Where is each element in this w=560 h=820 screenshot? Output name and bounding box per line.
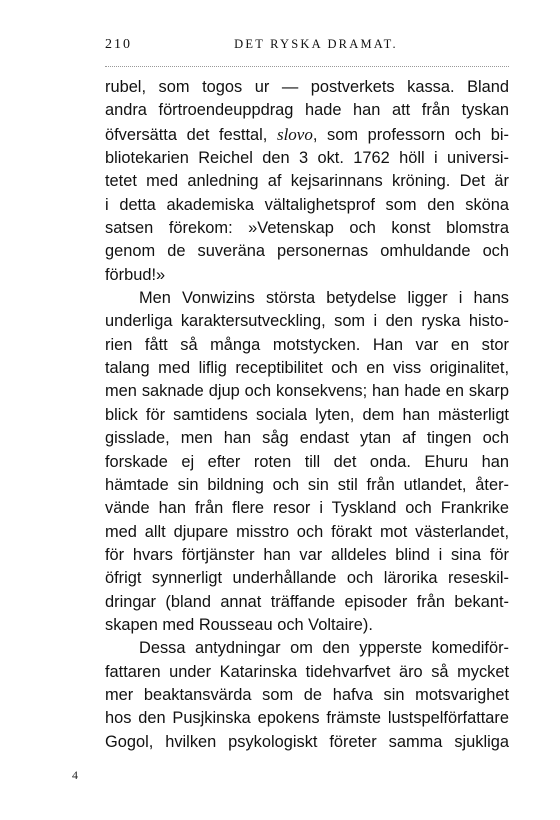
- text-line: hämtade sin bildning och sin stil från utlandet, åter-: [105, 475, 509, 494]
- text-line: bliotekarien Reichel den 3 okt. 1762 höll i universi-: [105, 149, 509, 168]
- body-text: [105, 76, 509, 754]
- text-line: andra förtroendeuppdrag hade han att från tyskan: [105, 101, 509, 120]
- text-line: [105, 123, 509, 147]
- text-line: men saknade djup och konsekvens; han hade en skarp: [105, 382, 509, 401]
- paragraph-start-line: Men Vonwizins största betydelse ligger i hans: [139, 289, 509, 308]
- text-line: tetet med anledning af kejsarinnans kröning. Det är: [105, 172, 509, 191]
- text-line: rubel, som togos ur — postverkets kassa. Bland: [105, 78, 509, 96]
- paragraph-start-line: Dessa antydningar om den ypperste komediför-: [139, 639, 509, 658]
- text-line: för hvars förtjänster han var alldeles blind i sina för: [105, 545, 509, 564]
- text-line: blick för samtidens sociala lyten, dem han mästerligt: [105, 405, 509, 424]
- text-line: satsen förekom: »Vetenskap och konst blomstra: [105, 219, 509, 238]
- text-line: gisslade, men han såg endast ytan af tingen och: [105, 429, 509, 448]
- text-line: öfrigt synnerligt underhållande och lärorika reseskil-: [105, 569, 509, 588]
- text-line: rien fått så många motstycken. Han var en stor: [105, 335, 509, 354]
- text-line: genom de suveräna personernas omhuldande och: [105, 242, 509, 261]
- text-line: Gogol, hvilken psykologiskt företer samma sjukliga: [105, 732, 509, 751]
- text-line: fattaren under Katarinska tidehvarfvet äro så mycket: [105, 662, 509, 681]
- italic-word: slovo: [276, 124, 313, 144]
- text-line: mer beaktansvärda som de hafva sin motsvarighet: [105, 685, 509, 704]
- text-line: dringar (bland annat träffande episoder från bekant-: [105, 592, 509, 611]
- text-line: med allt djupare misstro och förakt mot västerlandet,: [105, 522, 509, 541]
- text-line: underliga karaktersutveckling, som i den ryska histo-: [105, 312, 509, 331]
- running-title: DET RYSKA DRAMAT.: [234, 37, 398, 51]
- running-head: [105, 37, 509, 57]
- paragraph-end-line: förbud!»: [105, 265, 166, 284]
- text-line: i detta akademiska vältalighetsprof som den sköna: [105, 195, 509, 214]
- text-segment: öfversätta det festtal,: [105, 125, 277, 144]
- paragraph-end-line: skapen med Rousseau och Voltaire).: [105, 615, 373, 634]
- text-line: forskade ej efter roten till det onda. Ehuru han: [105, 452, 509, 471]
- text-line: vände han från flere resor i Tyskland och Frankrike: [105, 499, 509, 518]
- text-line: talang med liflig receptibilitet och en viss originalitet,: [105, 359, 509, 378]
- text-segment: , som professorn och bi-: [312, 125, 509, 144]
- signature-mark: 4: [72, 768, 78, 782]
- page-number: 210: [105, 37, 132, 52]
- header-rule: [105, 66, 509, 67]
- text-line: hos den Pusjkinska epokens främste lustspelförfattare: [105, 709, 509, 728]
